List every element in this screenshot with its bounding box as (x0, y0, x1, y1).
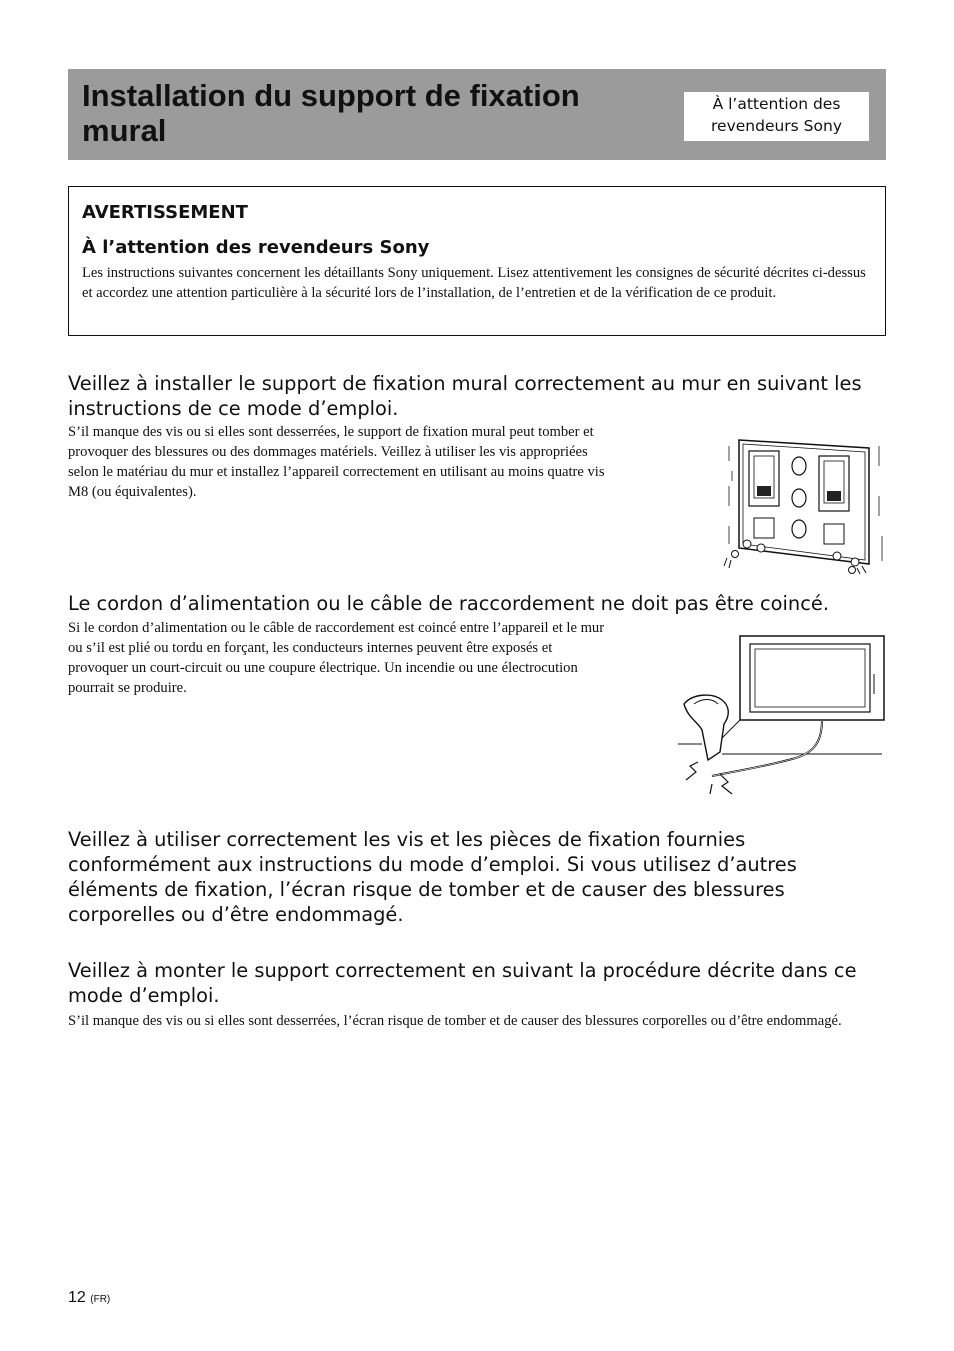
warning-text: Les instructions suivantes concernent les détaillants Sony uniquement. Lisez attentivement les consignes de sécurité décrites ci-dessus et accordez une attention particulière à la sécurité lors de l’installation, de l’entretien et de la vérification de ce produit. (82, 265, 866, 301)
page-header (68, 69, 886, 160)
section-2-text: Si le cordon d’alimentation ou le câble de raccordement est coincé entre l’appareil et le mur ou s’il est plié ou tordu en forçant, les conducteurs internes peuvent être exposés et provoquer un court-circuit ou une coupure électrique. Un incendie ou une électrocution pourrait se produire. (68, 620, 605, 696)
audience-tag (684, 92, 869, 141)
section-1-heading: Veillez à installer le support de fixation mural correctement au mur en suivant les instructions de ce mode d’emploi. (68, 372, 862, 420)
pinched-cable-illustration (672, 634, 886, 796)
audience-tag-line1: À l’attention des (712, 95, 841, 113)
warning-heading: AVERTISSEMENT (82, 202, 248, 223)
section-3-heading: Veillez à utiliser correctement les vis et les pièces de fixation fournies conformément aux instructions du mode d’emploi. Si vous utilisez d’autres éléments de fixation, l’écran risque de tomber et de causer des blessures corporelles ou d’être endommagé. (68, 828, 797, 926)
wall-bracket-illustration (719, 426, 887, 576)
page-number-value: 12 (68, 1289, 86, 1306)
page-language: (FR) (90, 1294, 111, 1305)
page-title: Installation du support de fixation mural (82, 78, 580, 148)
audience-tag-line2: revendeurs Sony (711, 117, 842, 135)
section-4-text: S’il manque des vis ou si elles sont desserrées, l’écran risque de tomber et de causer des blessures corporelles ou d’être endommagé. (68, 1013, 842, 1029)
section-4-heading: Veillez à monter le support correctement en suivant la procédure décrite dans ce mode d’emploi. (68, 959, 857, 1007)
section-1-text: S’il manque des vis ou si elles sont desserrées, le support de fixation mural peut tomber et provoquer des blessures ou des dommages matériels. Veillez à utiliser les vis appropriées selon le matériau du mur et installez l’appareil correctement en utilisant au moins quatre vis M8 (ou équivalentes). (68, 424, 605, 500)
warning-subheading: À l’attention des revendeurs Sony (82, 237, 430, 258)
page-number (68, 1289, 110, 1307)
section-2-heading: Le cordon d’alimentation ou le câble de raccordement ne doit pas être coincé. (68, 592, 829, 615)
warning-box (68, 186, 886, 336)
